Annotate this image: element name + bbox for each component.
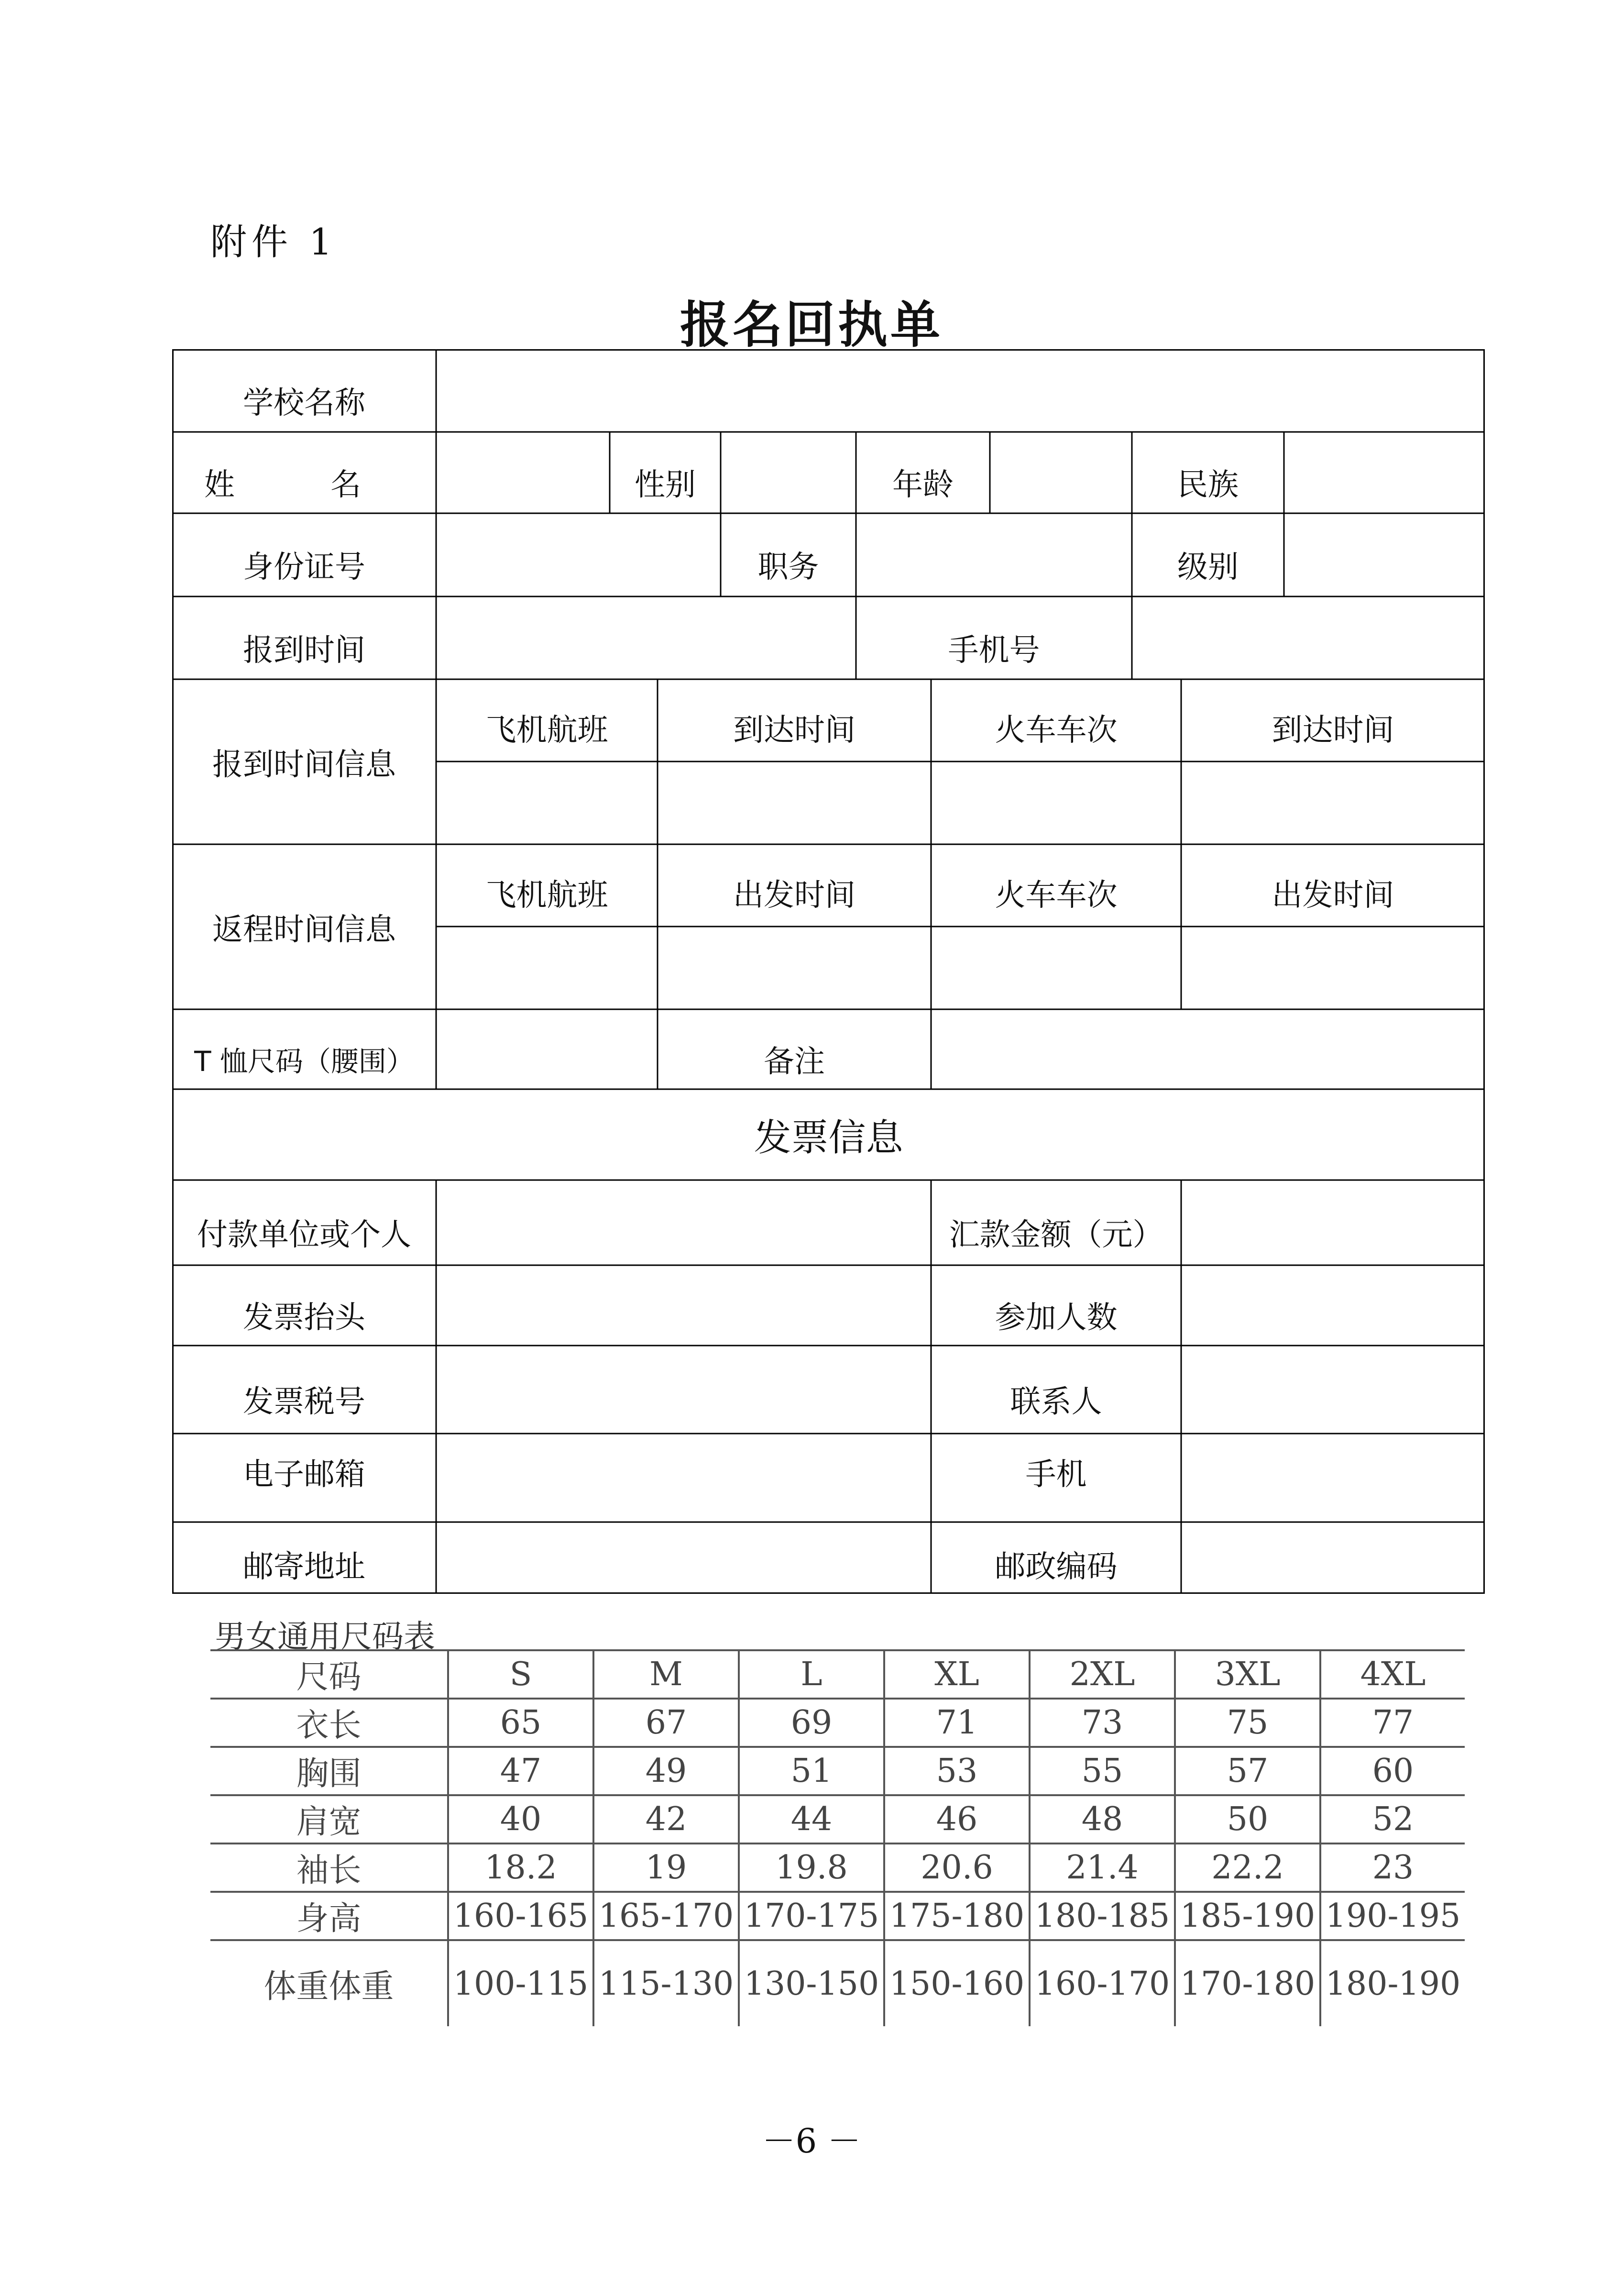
label-age: 年龄	[892, 467, 954, 503]
label-id-number: 身份证号	[243, 550, 365, 585]
size-chart-cell: 190-195	[1320, 1892, 1465, 1940]
input-name[interactable]	[436, 432, 610, 513]
size-chart-cell: 3XL	[1175, 1650, 1320, 1699]
size-chart-row-label: 肩宽	[210, 1795, 448, 1843]
input-return-train[interactable]	[931, 927, 1181, 1009]
size-chart-row-label: 胸围	[210, 1747, 448, 1795]
input-participants[interactable]	[1181, 1265, 1485, 1346]
size-chart-row	[210, 1699, 1465, 1747]
size-chart-row-label: 身高	[210, 1892, 448, 1940]
label-arrival-info: 报到时间信息	[212, 747, 396, 783]
size-chart-cell: 40	[448, 1795, 593, 1843]
size-chart-cell: 53	[884, 1747, 1030, 1795]
return-header-train: 火车车次	[995, 878, 1118, 913]
input-id-number[interactable]	[436, 513, 721, 596]
arrival-header-arrive-time-2: 到达时间	[1272, 713, 1394, 748]
input-remarks[interactable]	[931, 1009, 1485, 1089]
size-chart-cell: 19.8	[739, 1843, 884, 1892]
size-chart-cell: 180-185	[1030, 1892, 1175, 1940]
size-chart-cell: 185-190	[1175, 1892, 1320, 1940]
label-remarks: 备注	[764, 1044, 825, 1080]
size-chart-cell: 55	[1030, 1747, 1175, 1795]
size-chart-cell: 46	[884, 1795, 1030, 1843]
size-chart-cell: 160-170	[1030, 1940, 1175, 2026]
size-chart-row	[210, 1795, 1465, 1843]
size-chart-cell: XL	[884, 1650, 1030, 1699]
label-participants: 参加人数	[995, 1300, 1118, 1336]
input-mobile[interactable]	[1132, 596, 1485, 679]
size-chart-cell: 22.2	[1175, 1843, 1320, 1892]
label-email: 电子邮箱	[243, 1457, 365, 1492]
input-email[interactable]	[436, 1434, 931, 1510]
label-invoice-title: 发票抬头	[243, 1300, 365, 1336]
input-age[interactable]	[990, 432, 1132, 513]
size-chart-row-label: 衣长	[210, 1699, 448, 1747]
size-chart-cell: 50	[1175, 1795, 1320, 1843]
label-mobile: 手机号	[948, 632, 1040, 668]
invoice-section-heading: 发票信息	[754, 1116, 903, 1159]
input-invoice-title[interactable]	[436, 1265, 931, 1346]
input-arrival-train[interactable]	[931, 762, 1181, 844]
label-contact: 联系人	[1010, 1384, 1102, 1420]
input-gender[interactable]	[721, 432, 856, 513]
input-contact[interactable]	[1181, 1346, 1485, 1434]
size-chart-cell: 165-170	[593, 1892, 739, 1940]
size-chart-cell: 175-180	[884, 1892, 1030, 1940]
label-mail-address: 邮寄地址	[243, 1549, 365, 1585]
input-position[interactable]	[856, 513, 1132, 596]
size-chart-cell: 57	[1175, 1747, 1320, 1795]
size-chart-cell: 160-165	[448, 1892, 593, 1940]
return-header-depart-time-1: 出发时间	[733, 878, 855, 913]
size-chart-cell: 21.4	[1030, 1843, 1175, 1892]
size-chart-cell: 67	[593, 1699, 739, 1747]
input-arrival-time[interactable]	[436, 596, 856, 679]
size-chart-cell: 49	[593, 1747, 739, 1795]
size-chart-cell: 150-160	[884, 1940, 1030, 2026]
size-chart-cell: 47	[448, 1747, 593, 1795]
input-arrival-time-2[interactable]	[1181, 762, 1485, 844]
input-tax-number[interactable]	[436, 1346, 931, 1434]
size-chart-cell: 71	[884, 1699, 1030, 1747]
attachment-label: 附件 1	[210, 221, 337, 263]
label-postal-code: 邮政编码	[995, 1549, 1118, 1585]
size-chart-cell: 60	[1320, 1747, 1465, 1795]
arrival-header-arrive-time-1: 到达时间	[733, 713, 855, 748]
size-chart-cell: S	[448, 1650, 593, 1699]
size-chart-cell: 170-175	[739, 1892, 884, 1940]
size-chart-row-label: 袖长	[210, 1843, 448, 1892]
size-chart-cell: L	[739, 1650, 884, 1699]
input-level[interactable]	[1284, 513, 1485, 596]
label-position: 职务	[757, 550, 819, 585]
input-ethnicity[interactable]	[1284, 432, 1485, 513]
size-chart-row	[210, 1940, 1465, 2026]
label-amount: 汇款金额（元）	[949, 1217, 1163, 1253]
label-school-name: 学校名称	[243, 385, 365, 421]
label-arrival-time: 报到时间	[243, 632, 365, 668]
input-return-flight[interactable]	[436, 927, 658, 1009]
return-header-flight: 飞机航班	[485, 878, 608, 913]
arrival-header-flight: 飞机航班	[485, 713, 608, 748]
size-chart-cell: 65	[448, 1699, 593, 1747]
label-level: 级别	[1177, 550, 1239, 585]
size-chart-row-label: 体重体重	[263, 1967, 394, 2006]
size-chart-table	[210, 1649, 1465, 2026]
size-chart-cell: 130-150	[739, 1940, 884, 2026]
size-chart-cell: 48	[1030, 1795, 1175, 1843]
return-header-depart-time-2: 出发时间	[1272, 878, 1394, 913]
input-return-time-1[interactable]	[658, 927, 931, 1009]
size-chart-cell: 20.6	[884, 1843, 1030, 1892]
label-tshirt-size: T 恤尺码（腰围）	[194, 1045, 414, 1078]
size-chart-row	[210, 1892, 1465, 1940]
size-chart-cell: 2XL	[1030, 1650, 1175, 1699]
input-arrival-flight[interactable]	[436, 762, 658, 844]
size-chart-cell: 170-180	[1175, 1940, 1320, 2026]
size-chart-cell: 42	[593, 1795, 739, 1843]
size-chart-cell: 77	[1320, 1699, 1465, 1747]
size-chart-caption: 男女通用尺码表	[214, 1618, 435, 1655]
input-school-name[interactable]	[436, 349, 1485, 432]
input-amount[interactable]	[1181, 1180, 1485, 1265]
size-chart-header-row	[210, 1650, 1465, 1699]
label-name: 姓 名	[204, 467, 405, 503]
arrival-header-train: 火车车次	[995, 713, 1118, 748]
size-chart-cell: 4XL	[1320, 1650, 1465, 1699]
size-chart-row-label: 尺码	[210, 1650, 448, 1699]
size-chart-cell: 69	[739, 1699, 884, 1747]
size-chart-cell: 19	[593, 1843, 739, 1892]
input-phone[interactable]	[1181, 1434, 1485, 1510]
label-return-info: 返程时间信息	[212, 912, 396, 948]
label-phone: 手机	[1025, 1457, 1087, 1492]
size-chart-cell: 51	[739, 1747, 884, 1795]
size-chart-row	[210, 1843, 1465, 1892]
input-mail-address[interactable]	[436, 1515, 931, 1594]
label-tax-number: 发票税号	[243, 1384, 365, 1420]
input-tshirt-size[interactable]	[436, 1009, 658, 1089]
size-chart-cell: 115-130	[593, 1940, 739, 2026]
size-chart-cell: 180-190	[1320, 1940, 1465, 2026]
label-payer: 付款单位或个人	[197, 1217, 411, 1253]
page-number: －6 －	[762, 2121, 861, 2161]
size-chart-cell: 100-115	[448, 1940, 593, 2026]
registration-form	[172, 349, 1485, 1594]
size-chart-cell: 23	[1320, 1843, 1465, 1892]
size-chart-cell: 52	[1320, 1795, 1465, 1843]
size-chart-row	[210, 1747, 1465, 1795]
input-return-time-2[interactable]	[1181, 927, 1485, 1009]
input-arrival-time-1[interactable]	[658, 762, 931, 844]
size-chart-cell: 44	[739, 1795, 884, 1843]
input-postal-code[interactable]	[1181, 1515, 1485, 1594]
size-chart-cell: 75	[1175, 1699, 1320, 1747]
page-title: 报名回执单	[680, 295, 943, 354]
label-gender: 性别	[635, 467, 696, 503]
label-ethnicity: 民族	[1177, 467, 1239, 503]
size-chart-cell: 73	[1030, 1699, 1175, 1747]
size-chart-cell: 18.2	[448, 1843, 593, 1892]
size-chart-cell: M	[593, 1650, 739, 1699]
input-payer[interactable]	[436, 1180, 931, 1265]
